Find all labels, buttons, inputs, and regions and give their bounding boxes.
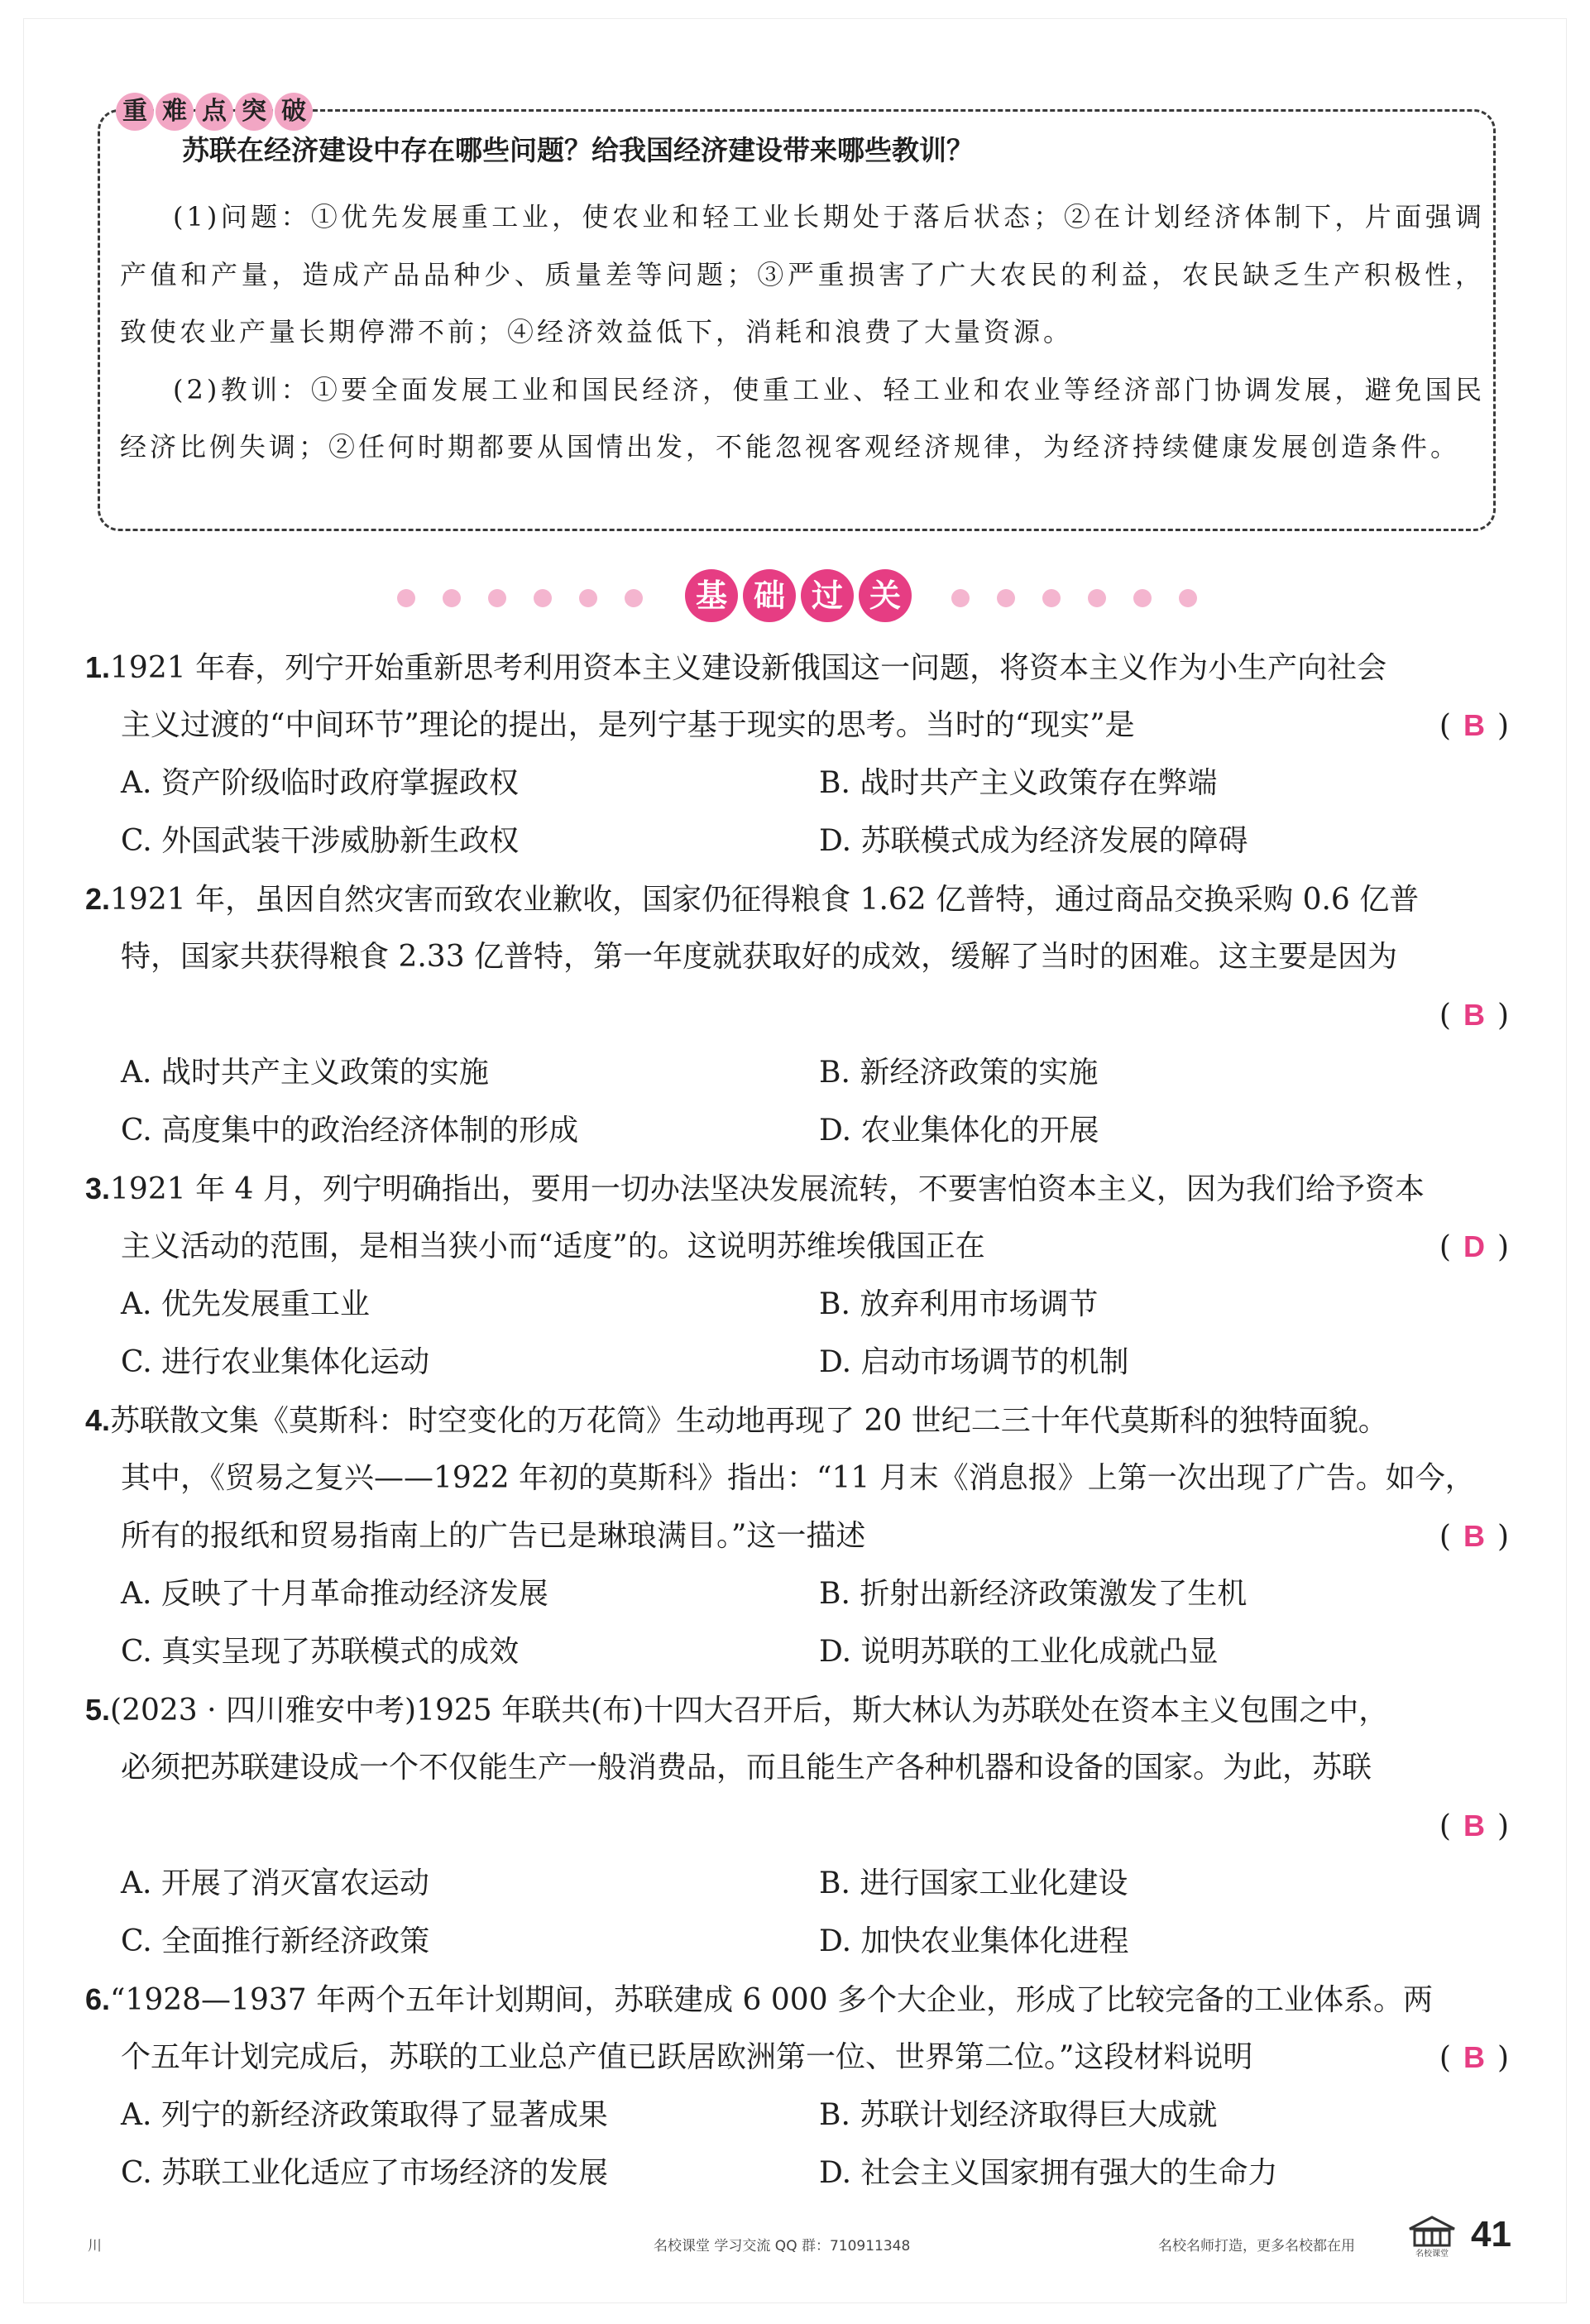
section-title-char: 基 (685, 569, 738, 622)
question-number: 5. (85, 1693, 111, 1727)
decorative-dots-left (397, 589, 643, 607)
question-line: 6.“1928—1937 年两个五年计划期间，苏联建成 6 000 多个大企业，形成了比较完备的工业体系。两 (85, 1982, 1434, 2017)
answer-letter: B (1463, 2040, 1485, 2074)
option: D. 说明苏联的工业化成就凸显 (819, 1635, 1219, 1669)
option: B. 折射出新经济政策激发了生机 (819, 1577, 1248, 1611)
option: B. 放弃利用市场调节 (819, 1287, 1099, 1321)
option: D. 苏联模式成为经济发展的障碍 (819, 824, 1248, 858)
option: A. 开展了消灭富农运动 (121, 1866, 429, 1900)
answer-letter: B (1463, 708, 1485, 742)
answer-letter: B (1463, 1519, 1485, 1553)
key-point-lessons: (2)教训：①要全面发展工业和国民经济，使重工业、轻工业和农业等经济部门协调发展，避免国民经济比例失调；②任何时期都要从国情出发，不能忽视客观经济规律，为经济持续健康发展创造条件。 (120, 373, 1485, 462)
question-line: 其中，《贸易之复兴——1922 年初的莫斯科》指出：“11 月末《消息报》上第一次出现了广告。如今， (121, 1461, 1475, 1495)
question-number: 1. (85, 650, 111, 684)
answer-bracket: ( B ) (1439, 995, 1509, 1036)
option: B. 新经济政策的实施 (819, 1056, 1099, 1090)
section-title-char: 过 (801, 569, 854, 622)
option: A. 列宁的新经济政策取得了显著成果 (121, 2098, 608, 2132)
option: C. 苏联工业化适应了市场经济的发展 (121, 2156, 609, 2190)
question-line: 特，国家共获得粮食 2.33 亿普特，第一年度就获取好的成效，缓解了当时的困难。这主要是因为 (121, 940, 1398, 974)
answer-letter: B (1463, 998, 1485, 1032)
option: C. 外国武装干涉威胁新生政权 (121, 824, 520, 858)
question-line: 所有的报纸和贸易指南上的广告已是琳琅满目。”这一描述 (121, 1519, 866, 1553)
key-point-problems: (1)问题：①优先发展重工业，使农业和轻工业长期处于落后状态；②在计划经济体制下，片面强调产值和产量，造成产品品种少、质量差等问题；③严重损害了广大农民的利益，农民缺乏生产积极性，致使农业产量长期停滞不前；④经济效益低下，消耗和浪费了大量资源。 (120, 201, 1485, 347)
question-number: 6. (85, 1982, 111, 2016)
option: A. 战时共产主义政策的实施 (121, 1056, 489, 1090)
key-point-question: 苏联在经济建设中存在哪些问题？给我国经济建设带来哪些教训？ (182, 134, 974, 166)
option: D. 农业集体化的开展 (819, 1114, 1099, 1148)
answer-bracket: ( B ) (1439, 1806, 1509, 1847)
question-line: 2.1921 年，虽因自然灾害而致农业歉收，国家仍征得粮食 1.62 亿普特，通过商品交换采购 0.6 亿普 (85, 882, 1420, 917)
answer-letter: D (1463, 1229, 1485, 1263)
option: D. 启动市场调节的机制 (819, 1345, 1129, 1379)
key-point-tag-char: 点 (195, 93, 233, 131)
question-line: 必须把苏联建设成一个不仅能生产一般消费品，而且能生产各种机器和设备的国家。为此，苏联 (121, 1751, 1372, 1785)
footer-right-text: 名校名师打造，更多名校都在用 (1158, 2238, 1355, 2255)
question-line: 5.(2023 · 四川雅安中考)1925 年联共(布)十四大召开后，斯大林认为苏联处在资本主义包围之中， (85, 1693, 1389, 1727)
answer-bracket: ( D ) (1439, 1227, 1509, 1267)
key-point-tag (116, 93, 313, 131)
key-point-tag-char: 重 (116, 93, 154, 131)
option: D. 社会主义国家拥有强大的生命力 (819, 2156, 1278, 2190)
footer-center-text: 名校课堂 学习交流 QQ 群：710911348 (654, 2238, 911, 2255)
option: C. 全面推行新经济政策 (121, 1924, 430, 1958)
question-line: 个五年计划完成后，苏联的工业总产值已跃居欧洲第一位、世界第二位。”这段材料说明 (121, 2040, 1253, 2074)
option: B. 苏联计划经济取得巨大成就 (819, 2098, 1218, 2132)
page-number: 41 (1471, 2214, 1511, 2255)
option: A. 反映了十月革命推动经济发展 (121, 1577, 548, 1611)
section-title-char: 础 (743, 569, 796, 622)
key-point-answer (120, 189, 1485, 477)
question-line: 3.1921 年 4 月，列宁明确指出，要用一切办法坚决发展流转，不要害怕资本主义，因为我们给予资本 (85, 1172, 1425, 1206)
question-number: 3. (85, 1172, 111, 1205)
key-point-tag-char: 突 (235, 93, 273, 131)
key-point-tag-char: 破 (275, 93, 313, 131)
publisher-logo-text: 名校课堂 (1415, 2250, 1449, 2259)
section-title-char: 关 (859, 569, 912, 622)
question-line: 主义活动的范围，是相当狭小而“适度”的。这说明苏维埃俄国正在 (121, 1229, 985, 1263)
answer-bracket: ( B ) (1439, 706, 1509, 746)
question-number: 4. (85, 1403, 111, 1437)
decorative-dots-right (951, 589, 1197, 607)
footer-region-mark: 川 (88, 2238, 102, 2255)
option: C. 真实呈现了苏联模式的成效 (121, 1635, 520, 1669)
question-line: 4.苏联散文集《莫斯科：时空变化的万花筒》生动地再现了 20 世纪二三十年代莫斯科的独特面貌。 (85, 1403, 1388, 1438)
option: B. 战时共产主义政策存在弊端 (819, 766, 1218, 800)
key-point-tag-char: 难 (156, 93, 194, 131)
question-number: 2. (85, 882, 111, 916)
option: C. 高度集中的政治经济体制的形成 (121, 1114, 579, 1148)
option: A. 优先发展重工业 (121, 1287, 370, 1321)
option: C. 进行农业集体化运动 (121, 1345, 430, 1379)
answer-bracket: ( B ) (1439, 1517, 1509, 1557)
option: D. 加快农业集体化进程 (819, 1924, 1129, 1958)
question-line: 主义过渡的“中间环节”理论的提出，是列宁基于现实的思考。当时的“现实”是 (121, 708, 1135, 742)
section-title (685, 569, 912, 622)
publisher-logo-icon (1406, 2216, 1458, 2259)
option: A. 资产阶级临时政府掌握政权 (121, 766, 519, 800)
answer-letter: B (1463, 1809, 1485, 1842)
answer-bracket: ( B ) (1439, 2038, 1509, 2078)
option: B. 进行国家工业化建设 (819, 1866, 1128, 1900)
section-header (389, 569, 1200, 627)
question-line: 1.1921 年春，列宁开始重新思考利用资本主义建设新俄国这一问题，将资本主义作为小生产向社会 (85, 650, 1387, 685)
